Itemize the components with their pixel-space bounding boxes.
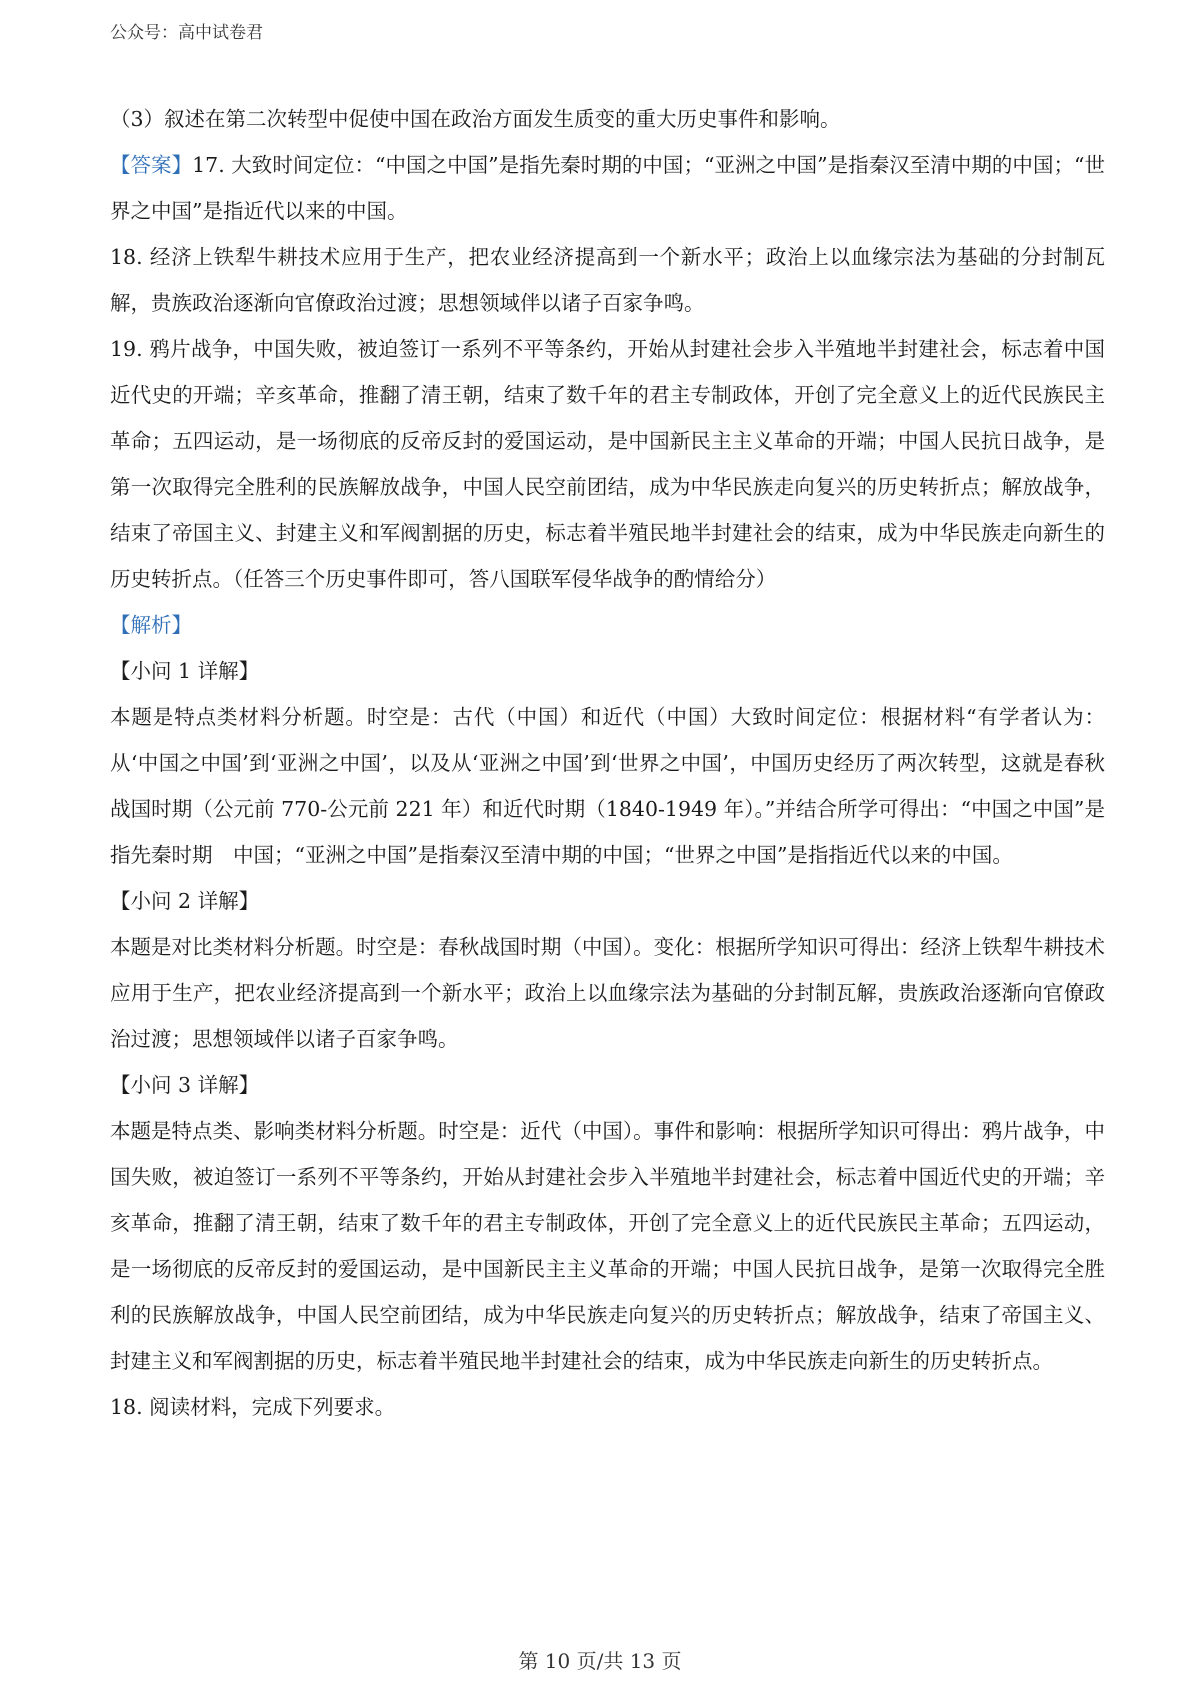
sub1-title: 【小问 1 详解】: [110, 659, 260, 683]
page-header: 公众号：高中试卷君: [110, 23, 263, 43]
analysis-tag: 【解析】: [110, 613, 192, 637]
answer-19: 19. 鸦片战争，中国失败，被迫签订一系列不平等条约，开始从封建社会步入半殖地半封建社会，标志着中国近代史的开端；辛亥革命，推翻了清王朝，结束了数千年的君主专制政体，开创了完全意义上的近代民族民主革命；五四运动，是一场彻底的反帝反封的爱国运动，是中国新民主主义革命的开端；中国人民抗日战争，是第一次取得完全胜利的民族解放战争，中国人民空前团结，成为中华民族走向复兴的历史转折点；解放战争，结束了帝国主义、封建主义和军阀割据的历史，标志着半殖民地半封建社会的结束，成为中华民族走向新生的历史转折点。（任答三个历史事件即可，答八国联军侵华战争的酌情给分）: [110, 337, 1105, 591]
answer-18: 18. 经济上铁犁牛耕技术应用于生产，把农业经济提高到一个新水平；政治上以血缘宗法为基础的分封制瓦解，贵族政治逐渐向官僚政治过渡；思想领域伴以诸子百家争鸣。: [110, 245, 1105, 315]
next-question: 18. 阅读材料，完成下列要求。: [110, 1395, 396, 1419]
page-footer: 第 10 页/共 13 页: [518, 1649, 682, 1673]
sub2-body: 本题是对比类材料分析题。时空是：春秋战国时期（中国）。变化：根据所学知识可得出：经济上铁犁牛耕技术应用于生产，把农业经济提高到一个新水平；政治上以血缘宗法为基础的分封制瓦解，贵族政治逐渐向官僚政治过渡；思想领域伴以诸子百家争鸣。: [110, 935, 1105, 1051]
sub2-title: 【小问 2 详解】: [110, 889, 260, 913]
answer-17-text: 17. 大致时间定位：“中国之中国”是指先秦时期的中国；“亚洲之中国”是指秦汉至清中期的中国；“世界之中国”是指近代以来的中国。: [110, 153, 1105, 223]
page-content: [110, 96, 1105, 1430]
answer-tag: 【答案】: [110, 153, 193, 177]
sub3-title: 【小问 3 详解】: [110, 1073, 260, 1097]
sub1-body: 本题是特点类材料分析题。时空是：古代（中国）和近代（中国）大致时间定位：根据材料“有学者认为：从‘中国之中国’到‘亚洲之中国’，以及从‘亚洲之中国’到‘世界之中国’，中国历史经历了两次转型，这就是春秋战国时期（公元前 770-公元前 221 年）和近代时期（1840-1949 年）。”并结合所学可得出：“中国之中国”是指先秦时期 中国；“亚洲之中国”是指秦汉至清中期的中国；“世界之中国”是指指近代以来的中国。: [110, 705, 1105, 867]
sub3-body: 本题是特点类、影响类材料分析题。时空是：近代（中国）。事件和影响：根据所学知识可得出：鸦片战争，中国失败，被迫签订一系列不平等条约，开始从封建社会步入半殖地半封建社会，标志着中国近代史的开端；辛亥革命，推翻了清王朝，结束了数千年的君主专制政体，开创了完全意义上的近代民族民主革命；五四运动，是一场彻底的反帝反封的爱国运动，是中国新民主主义革命的开端；中国人民抗日战争，是第一次取得完全胜利的民族解放战争，中国人民空前团结，成为中华民族走向复兴的历史转折点；解放战争，结束了帝国主义、封建主义和军阀割据的历史，标志着半殖民地半封建社会的结束，成为中华民族走向新生的历史转折点。: [110, 1119, 1105, 1373]
answer-17: [110, 142, 1105, 234]
question-3: （3）叙述在第二次转型中促使中国在政治方面发生质变的重大历史事件和影响。: [110, 107, 841, 131]
